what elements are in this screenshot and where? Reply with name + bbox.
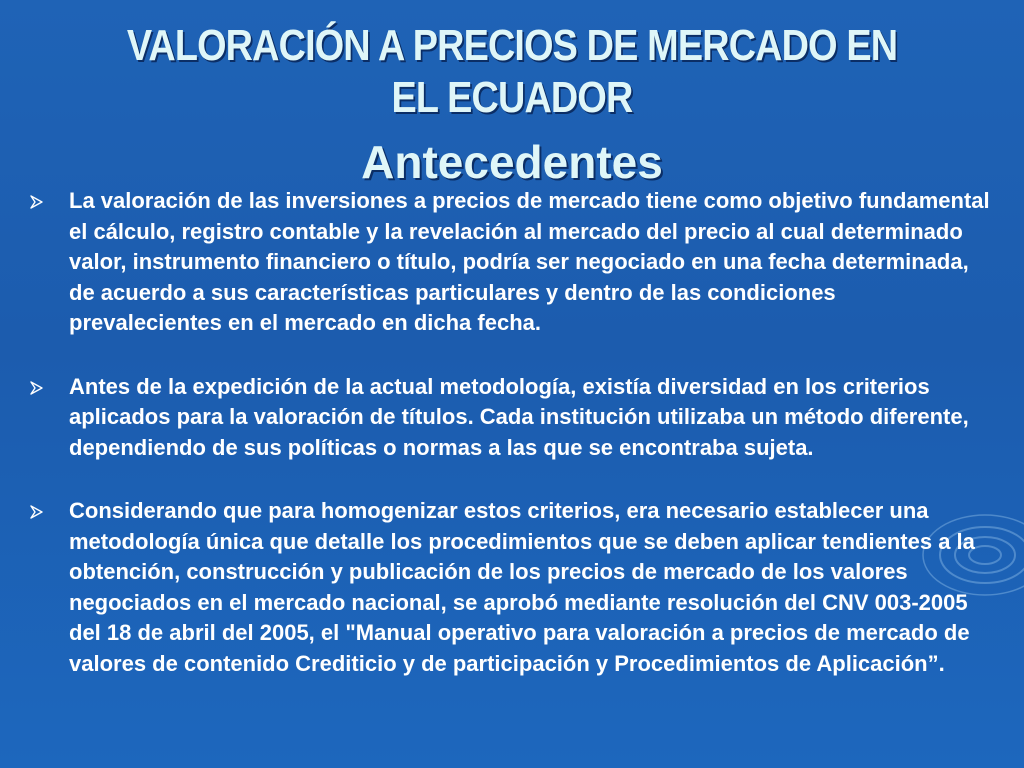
slide-title: VALORACIÓN A PRECIOS DE MERCADO EN EL ECUADOR — [126, 21, 898, 122]
bullet-text: Considerando que para homogenizar estos criterios, era necesario establecer una metodología única que detalle los procedimientos que se deben aplicar tendientes a la obtención, construcción y publicación de los precios de mercado de los valores negociados en el mercado nacional, se aprobó mediante resolución del CNV 003-2005 del 18 de abril del 2005, el "Manual operativo para valoración a precios de mercado de valores de contenido Crediticio y de participación y Procedimientos de Aplicación”. — [69, 498, 975, 676]
bullet-text: La valoración de las inversiones a precios de mercado tiene como objetivo fundamental el cálculo, registro contable y la revelación al mercado del precio al cual determinado valor, instrumento financiero o título, podría ser negociado en una fecha determinada, de acuerdo a sus características particulares y dentro de las condiciones prevalecientes en el mercado en dicha fecha. — [69, 188, 990, 335]
arrow-bullet-icon — [30, 186, 50, 216]
slide-subtitle: Antecedentes — [361, 136, 663, 188]
bullet-list — [30, 186, 990, 679]
bullet-item — [30, 186, 990, 339]
bullet-item — [30, 372, 990, 464]
bullet-item — [30, 496, 990, 679]
arrow-bullet-icon — [30, 372, 50, 402]
bullet-text: Antes de la expedición de la actual metodología, existía diversidad en los criterios aplicados para la valoración de títulos. Cada institución utilizaba un método diferente, dependiendo de sus políticas o normas a las que se encontraba sujeta. — [69, 373, 969, 460]
arrow-bullet-icon — [30, 496, 50, 526]
